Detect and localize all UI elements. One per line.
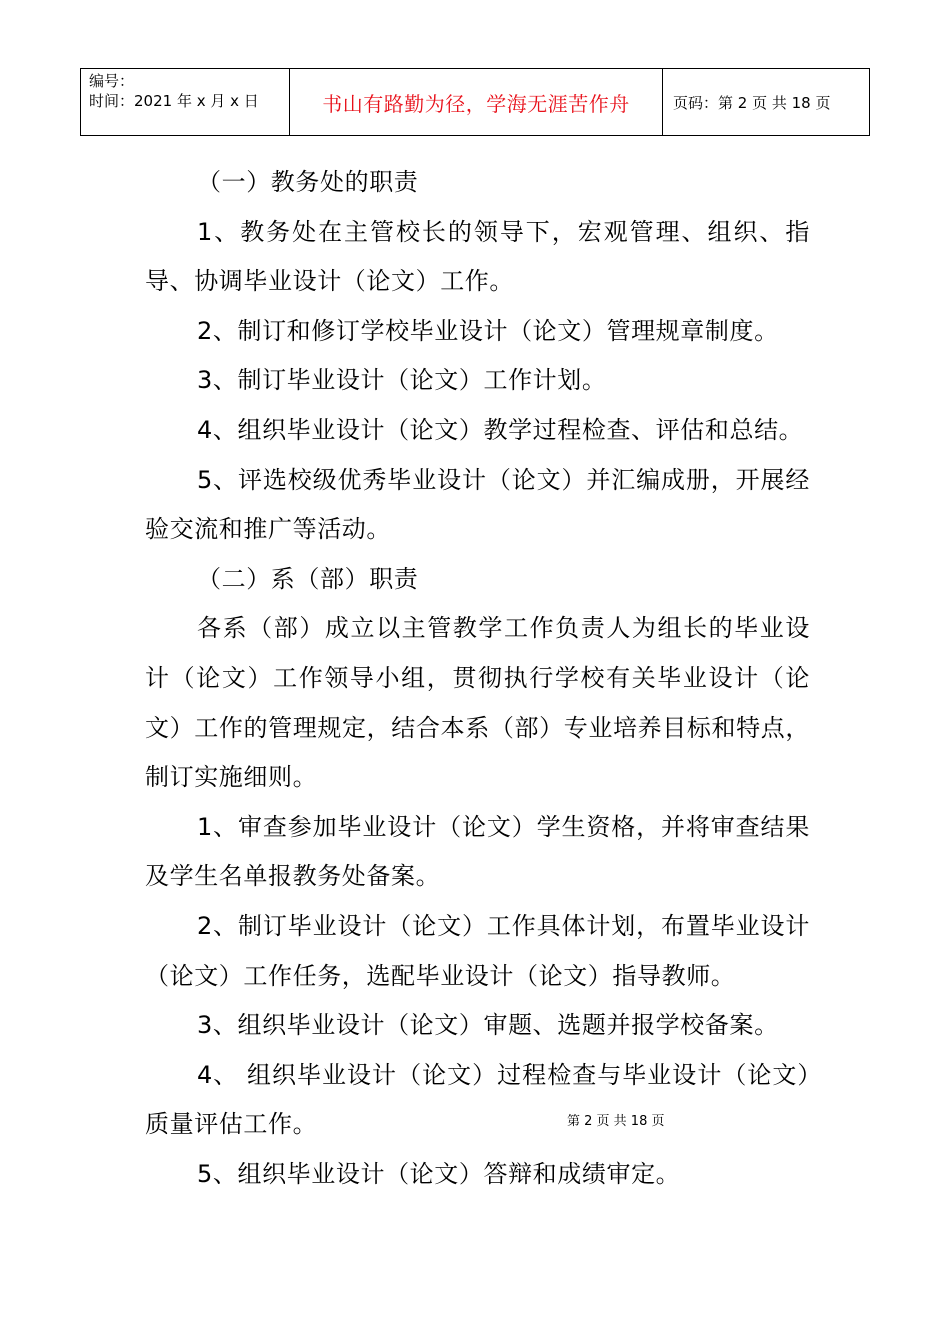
- paragraph: 3、组织毕业设计（论文）审题、选题并报学校备案。: [197, 1011, 779, 1040]
- header-meta-cell: [81, 69, 290, 136]
- paragraph: 2、制订和修订学校毕业设计（论文）管理规章制度。: [197, 316, 779, 345]
- paragraph: 1、审查参加毕业设计（论文）学生资格，并将审查结果及学生名单报教务处备案。: [145, 812, 810, 891]
- paragraph: 各系（部）成立以主管教学工作负责人为组长的毕业设计（论文）工作领导小组，贯彻执行学校有关毕业设计（论文）工作的管理规定，结合本系（部）专业培养目标和特点，制订实施细则。: [145, 614, 810, 792]
- document-header: [80, 68, 870, 136]
- paragraph: 3、制订毕业设计（论文）工作计划。: [197, 366, 607, 395]
- document-date: 时间：2021 年 x 月 x 日: [89, 92, 259, 110]
- paragraph: 1、教务处在主管校长的领导下，宏观管理、组织、指导、协调毕业设计（论文）工作。: [145, 217, 810, 296]
- paragraph: 4、组织毕业设计（论文）教学过程检查、评估和总结。: [197, 415, 804, 444]
- document-number-label: 编号：: [89, 72, 135, 90]
- document-body: [145, 158, 810, 1199]
- section-heading: （一）教务处的职责: [197, 168, 419, 196]
- section-heading: （二）系（部）职责: [197, 564, 419, 593]
- paragraph: 5、组织毕业设计（论文）答辩和成绩审定。: [197, 1159, 681, 1188]
- paragraph: 5、评选校级优秀毕业设计（论文）并汇编成册，开展经验交流和推广等活动。: [145, 465, 810, 544]
- paragraph: 4、 组织毕业设计（论文）过程检查与毕业设计（论文）质量评估工作。: [145, 1060, 810, 1139]
- paragraph: 2、制订毕业设计（论文）工作具体计划，布置毕业设计（论文）工作任务，选配毕业设计（论文）指导教师。: [145, 911, 810, 990]
- footer-page-number: 第 2 页 共 18 页: [567, 1114, 665, 1129]
- header-page-number: 页码：第 2 页 共 18 页: [663, 69, 870, 136]
- header-motto: 书山有路勤为径，学海无涯苦作舟: [290, 69, 663, 136]
